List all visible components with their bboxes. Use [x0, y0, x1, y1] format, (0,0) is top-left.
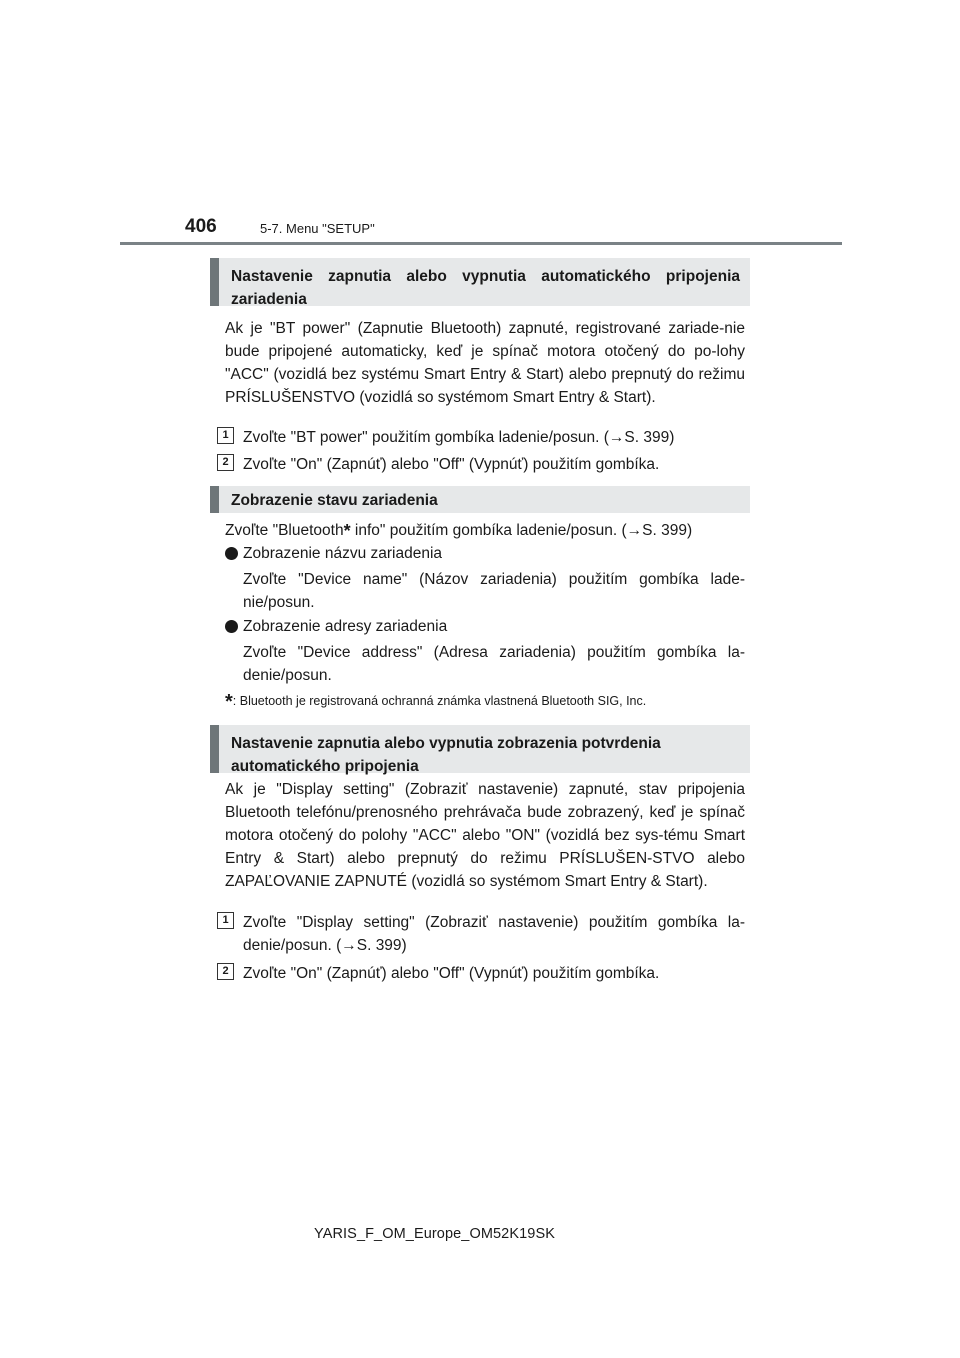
- step-item: [217, 962, 745, 985]
- bullet-description: Zvoľte "Device name" (Názov zariadenia) použitím gombíka lade-nie/posun.: [243, 571, 745, 611]
- step-item: [217, 911, 745, 957]
- bullet-item: [225, 615, 745, 638]
- footnote-star: *: [225, 691, 233, 713]
- step-number: 2: [217, 963, 234, 980]
- document-id: YARIS_F_OM_Europe_OM52K19SK: [314, 1226, 555, 1242]
- footnote-marker: *: [343, 521, 351, 541]
- step-item: [217, 426, 745, 449]
- section-heading-auto-connect: Nastavenie zapnutia alebo vypnutia automatického pripojenia zariadenia: [210, 258, 750, 306]
- step-text: Zvoľte "Display setting" (Zobraziť nastavenie) použitím gombíka la-denie/posun. (→S. 399): [243, 914, 745, 954]
- step-number: 1: [217, 427, 234, 444]
- section-paragraph: Ak je "Display setting" (Zobraziť nastavenie) zapnuté, stav pripojenia Bluetooth telefónu/prenosného prehrávača bude zobrazený, keď je spínač motora otočený do polohy "ACC" alebo "ON" (vozidlá bez sys-tému Smart Entry & Start) alebo prepnutý do režimu PRÍSLUŠEN-STVO alebo ZAPAĽOVANIE ZAPNUTÉ (vozidlá so systémom Smart Entry & Start).: [225, 781, 745, 890]
- step-text: Zvoľte "BT power" použitím gombíka ladenie/posun. (→S. 399): [243, 429, 675, 446]
- section-heading-display-confirm: Nastavenie zapnutia alebo vypnutia zobrazenia potvrdenia automatického pripojenia: [210, 725, 750, 773]
- page-number: 406: [185, 216, 217, 237]
- section-paragraph: Ak je "BT power" (Zapnutie Bluetooth) zapnuté, registrované zariade-nie bude pripojené automaticky, keď je spínač motora otočený do po-lohy "ACC" (vozidlá bez systému Smart Entry & Start) alebo prepnutý do režimu PRÍSLUŠENSTVO (vozidlá so systémom Smart Entry & Start).: [225, 320, 745, 406]
- section-reference: 5-7. Menu "SETUP": [260, 221, 375, 236]
- intro-text-start: Zvoľte "Bluetooth: [225, 522, 344, 539]
- footnote-text: : Bluetooth je registrovaná ochranná známka vlastnená Bluetooth SIG, Inc.: [232, 694, 647, 708]
- step-text: Zvoľte "On" (Zapnúť) alebo "Off" (Vypnúť) použitím gombíka.: [243, 965, 660, 982]
- bullet-label: Zobrazenie názvu zariadenia: [243, 545, 443, 562]
- bullet-label: Zobrazenie adresy zariadenia: [243, 618, 448, 635]
- step-number: 1: [217, 912, 234, 929]
- bullet-item: [225, 542, 745, 565]
- footnote: [225, 692, 755, 711]
- header-rule: [120, 242, 842, 245]
- intro-text-end: info" použitím gombíka ladenie/posun. (→S. 399): [350, 522, 693, 539]
- bullet-description: Zvoľte "Device address" (Adresa zariadenia) použitím gombíka la-denie/posun.: [243, 644, 745, 684]
- step-number: 2: [217, 454, 234, 471]
- bullet-dot-icon: [225, 547, 238, 560]
- section-heading-device-status: Zobrazenie stavu zariadenia: [210, 486, 750, 513]
- step-text: Zvoľte "On" (Zapnúť) alebo "Off" (Vypnúť) použitím gombíka.: [243, 456, 660, 473]
- step-item: [217, 453, 745, 476]
- bullet-dot-icon: [225, 620, 238, 633]
- section-intro: [225, 519, 745, 542]
